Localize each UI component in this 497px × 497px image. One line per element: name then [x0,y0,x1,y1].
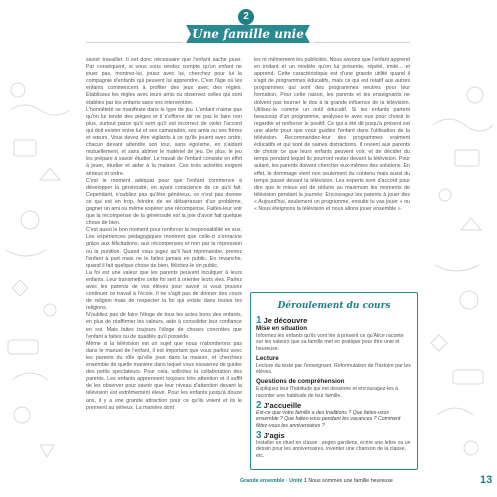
questions-text: Expliquez leur l'habitude qui est dessinée et encouragez-les à raconter une habitude de leur famille. [256,386,399,399]
step-1-subtitle: Mise en situation [256,325,308,332]
decorative-doodles-left [0,70,72,470]
lecture-text: Lecture du texte par l'enseignant. Reformulation de l'histoire par les élèves. [256,362,411,376]
step-1-number: 1 [256,315,262,326]
deroulement-box [250,292,418,470]
paragraph: L'honnêteté se manifeste dans le type de jeu. L'enfant n'aime pas qu'on lui tende des pièges et il s'efforce de ne pas le faire non plus, surtout parce qu'il sent qu'il est incorrect de violer l'accord qui doit exister entre lui et ses camarades, ses amis ou ses frères et sœurs. Vous devez être vigilants à ce qu'ils jouent avec ordre, chacun devant attendre son tour, sans égoïsme, en s'aidant mutuellement, et sans abîmer le matériel de jeu. De plus, le jeu les prépare à savoir étudier. Le travail de l'enfant consiste en effet à jouer, étudier et aider à la maison. Ces trois activités exigent sérieux et ordre. [86,106,242,177]
step-3-heading [256,429,412,441]
questions-title: Questions de compréhension [256,378,345,386]
step-3-title: J'agis [263,430,285,440]
footer-text [240,478,393,484]
step-1-title: Je découvre [263,316,308,325]
paragraph: N'oubliez pas de faire l'éloge de tous les actes bons des enfants, en plus de réaffirmer les valeurs, aide à consolider leur confiance en soi. Mais faites toujours l'éloge de choses concrètes que l'enfant a faites ou de qualités qu'il possède. [86,312,242,340]
step-2-title: J'accueille [263,401,302,411]
page-footer [0,472,497,497]
deroulement-title: Déroulement du cours [277,301,391,311]
section-header [0,0,497,58]
header-rule-left [86,42,182,43]
paragraph: les nt mêmement les publicités. Nous savons que l'enfant apprend en imitant et un modèle qu'on lui présente, répété, imité... et apprend. Cette caractéristique est d'une grande utilité quand il s'agit de programmes éducatifs, mais ce qui est relatif aux autres programmes qui sont des programmes neutres pour leur formation. Pour cette raison, les parents et les enseignants ne doivent pas tourner le dos à la grande influence de la télévision. Utilisez-la comme un outil éducatif. Si les enfants partent beaucoup d'un programme, analysez-le avec eux pour choisir le regarder et renforcer le positif. Ce qui a été dit jusqu'à présent est une alerte pour que vous guidiez l'enfant dans l'utilisation de la télévision. Recommandez-leur des programmes vraiment éducatifs et qui sont de saines distractions. Il revient aux parents de choisir ce que leurs enfants peuvent voir, et de décider du temps pendant lequel ils pourront rester devant la télévision. Pour autant, les parents doivent chercher eux-mêmes des solutions. En effet, le dommage vient non seulement du contenu mais aussi du temps passé devant la télévision. Les experts sont d'accord pour dire que le mieux est de réduire au maximum les moments de télévision pendant la journée. Encouragez les parents à jouer des « Aujourd'hui, seulement un programme, ensuite tu vas jouer » ou « Nous éteignons la télévision et nous allons jouer ensemble ». [254,57,410,212]
paragraph: savoir travailler. Il est donc nécessaire que l'enfant sache jouer. Par conséquent, si vous vous rendez compte qu'un enfant ne jouer pas, montrez-lui, jouez avec lui, cherchez pour lui la compagnie d'enfants qui peuvent lui apprendre. C'est l'âge où les enfants commencent à profiter des jeux avec des règles. Établissez les règles avec leurs amis ou observez celles qui sont établies par les enfants sans vos intervention. [86,57,242,106]
step-3-text: Installer un rituel en classe : anges gardiens, écrire une lettre ou un dessin pour les anniversaires, inventer une chanson de la classe, etc. [256,439,411,459]
paragraph: C'est le moment adéquat pour que l'enfant commence à développer la générosité, en ayant conscience de ce qu'il fait. Cependant, n'oubliez pas qu'être généreux, ce n'est pas donner ce qui est en trop, feindre de se débarrasser d'un problème, gagner un ami ou même espérer une récompense. Faites-leur voir que la récompense de la générosité est la joie d'avoir fait quelque chose de bien. [86,177,242,227]
step-3-number: 3 [256,429,262,441]
page-number: 13 [480,474,493,486]
step-2-text: Est-ce que votre famille a des traditions ? Que faites-vous ensemble ? Que faites-vous pendant les vacances ? Comment fêtez-vous les anniversaires ? [256,410,401,429]
paragraph: La foi est une valeur que les parents peuvent inculquer à leurs enfants. Leur transmettre cette foi sert à orienter leurs vies. Parlez avec les parents de vos élèves pour savoir si vous pouvez continuer ce travail à l'école. Il ne s'agit pas de donner des cours de religion mais de respecter la foi qui existe dans toutes les religions. [86,269,242,312]
step-2-number: 2 [256,400,262,412]
decorative-doodles-right [425,70,497,470]
footer-label: Grande ensemble · Unité 1 [240,478,307,484]
right-column-text [254,57,410,263]
step-2-heading [256,402,412,410]
section-number-badge: 2 [238,9,254,25]
deroulement-content [256,317,412,462]
lecture-title: Lecture [256,354,279,362]
left-column-text [86,57,242,470]
section-title: Une famille unie [192,27,304,41]
paragraph: Même si la télévision est un sujet que nous n'aborderons pas dans le manuel de l'enfant, il est important que vous parliez avec les parents du rôle qu'elle joue dans la maison, et cherchiez ensemble de quelle manière dans lequel vous essaierez de guider des petits spectateurs. Pour cela, sollicitez la collaboration des parents. Les enfants apprennent toujours très attention et il suffit de les observer pour savoir que leur niveau d'attention devant la télévision est extrêmement élevé. Pour les enfants jusqu'à douze ans, il y a une grande attraction pour ce qu'ils voient et ils le prennent au sérieux. La manière dont [86,340,242,411]
footer-subtitle: Nous sommes une famille heureuse [308,478,393,484]
header-rule-right [314,42,410,43]
step-1-heading [256,317,412,325]
paragraph: C'est aussi le bon moment pour renforcer la responsabilité en eux. Les expériences pédagogiques montrent que celle-ci s'enracine grâce aux félicitations, aux récompenses et non par la répression ou la punition. Quand vous jugez qu'il faut réprimander, prenez l'enfant à part mais ne le faites jamais en public. En revanche, quand il fait quelque chose de bien, félicitez-le en public. [86,227,242,269]
step-1-text: Informez les enfants qu'ils vont lire à présent ce qu'Alice raconte sur les valeurs que sa famille met en pratique pour être unie et heureuse. [256,333,404,352]
